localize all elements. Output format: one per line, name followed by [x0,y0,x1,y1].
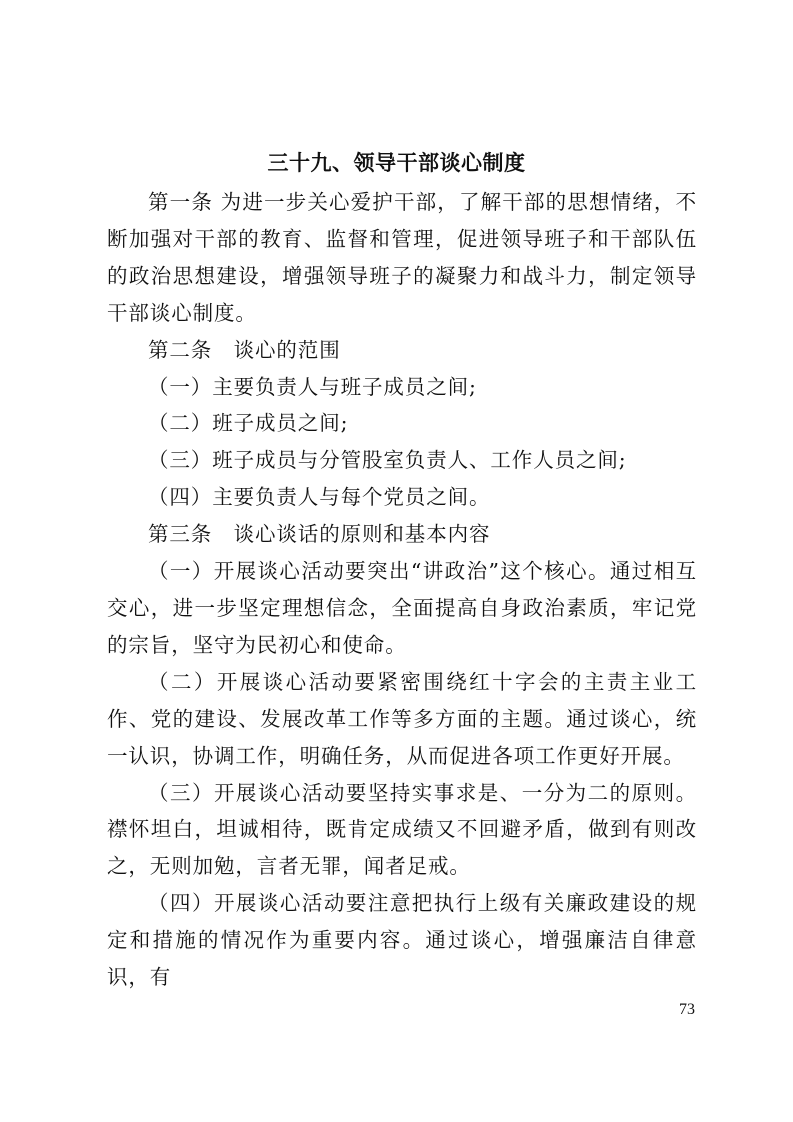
page-number: 73 [679,1001,695,1018]
paragraph-principle-2: （二）开展谈心活动要紧密围绕红十字会的主责主业工作、党的建设、发展改革工作等多方面的主题。通过谈心，统一认识，协调工作，明确任务，从而促进各项工作更好开展。 [107,669,697,768]
paragraph-article-1: 第一条 为进一步关心爱护干部，了解干部的思想情绪，不断加强对干部的教育、监督和管理，促进领导班子和干部队伍的政治思想建设，增强领导班子的凝聚力和战斗力，制定领导干部谈心制度。 [107,190,697,325]
paragraph-principle-3: （三）开展谈心活动要坚持实事求是、一分为二的原则。襟怀坦白，坦诚相待，既肯定成绩又不回避矛盾，做到有则改之，无则加勉，言者无罪，闻者足戒。 [107,780,697,879]
page-title: 三十九、领导干部谈心制度 [267,151,526,175]
document-body [107,184,697,996]
paragraph-article-3-heading: 第三条 谈心谈话的原则和基本内容 [148,522,491,547]
paragraph-item-3: （三）班子成员与分管股室负责人、工作人员之间; [148,448,627,473]
paragraph-article-2-heading: 第二条 谈心的范围 [148,337,341,362]
paragraph-item-1: （一）主要负责人与班子成员之间; [148,374,477,399]
paragraph-item-2: （二）班子成员之间; [148,411,349,436]
paragraph-principle-4: （四）开展谈心活动要注意把执行上级有关廉政建设的规定和措施的情况作为重要内容。通过谈心，增强廉洁自律意识，有 [107,891,697,990]
paragraph-item-4: （四）主要负责人与每个党员之间。 [148,485,491,510]
paragraph-principle-1: （一）开展谈心活动要突出“讲政治”这个核心。通过相互交心，进一步坚定理想信念，全面提高自身政治素质，牢记党的宗旨，坚守为民初心和使命。 [107,559,697,657]
